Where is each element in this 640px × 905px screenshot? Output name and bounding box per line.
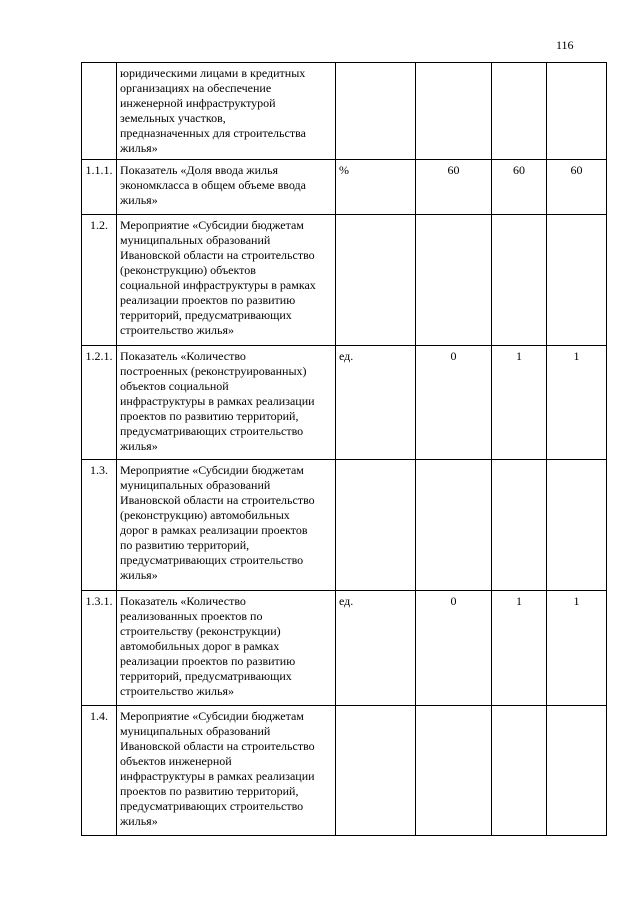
table-row bbox=[82, 706, 607, 836]
table-row bbox=[82, 591, 607, 706]
table-row bbox=[82, 346, 607, 460]
table-row bbox=[82, 215, 607, 346]
row-value-1: 0 bbox=[416, 346, 492, 460]
indicators-table bbox=[81, 62, 607, 836]
page-number: 116 bbox=[556, 38, 574, 52]
row-number: 1.4. bbox=[82, 706, 117, 836]
row-description: Показатель «Количество реализованных проектов по строительству (реконструкции) автомобильных дорог в рамках реализации проектов по развитию территорий, предусматривающих строительство жилья» bbox=[117, 591, 336, 706]
row-value-1 bbox=[416, 706, 492, 836]
row-value-1 bbox=[416, 460, 492, 591]
row-value-3: 60 bbox=[547, 160, 607, 215]
row-description: Показатель «Доля ввода жилья экономкласса в общем объеме ввода жилья» bbox=[117, 160, 336, 215]
table-row bbox=[82, 460, 607, 591]
row-value-2 bbox=[492, 63, 547, 160]
row-unit: ед. bbox=[336, 346, 416, 460]
row-unit: ед. bbox=[336, 591, 416, 706]
row-value-3 bbox=[547, 215, 607, 346]
row-number: 1.3.1. bbox=[82, 591, 117, 706]
row-value-3: 1 bbox=[547, 346, 607, 460]
row-value-2 bbox=[492, 215, 547, 346]
row-description: Мероприятие «Субсидии бюджетам муниципальных образований Ивановской области на строительство объектов инженерной инфраструктуры в рамках реализации проектов по развитию территорий, предусматривающих строительство жилья» bbox=[117, 706, 336, 836]
row-description: Показатель «Количество построенных (реконструированных) объектов социальной инфраструктуры в рамках реализации проектов по развитию территорий, предусматривающих строительство жилья» bbox=[117, 346, 336, 460]
row-unit bbox=[336, 215, 416, 346]
row-value-3 bbox=[547, 63, 607, 160]
row-value-2: 1 bbox=[492, 346, 547, 460]
row-value-1 bbox=[416, 215, 492, 346]
row-unit bbox=[336, 460, 416, 591]
row-value-1: 60 bbox=[416, 160, 492, 215]
row-value-1: 0 bbox=[416, 591, 492, 706]
row-value-3 bbox=[547, 706, 607, 836]
row-unit: % bbox=[336, 160, 416, 215]
row-number: 1.2. bbox=[82, 215, 117, 346]
row-unit bbox=[336, 706, 416, 836]
row-value-3: 1 bbox=[547, 591, 607, 706]
row-description: Мероприятие «Субсидии бюджетам муниципальных образований Ивановской области на строительство (реконструкцию) объектов социальной инфраструктуры в рамках реализации проектов по развитию территорий, предусматривающих строительство жилья» bbox=[117, 215, 336, 346]
row-number: 1.2.1. bbox=[82, 346, 117, 460]
table-row bbox=[82, 160, 607, 215]
table-row bbox=[82, 63, 607, 160]
row-value-2: 60 bbox=[492, 160, 547, 215]
row-description: юридическими лицами в кредитных организациях на обеспечение инженерной инфраструктурой земельных участков, предназначенных для строительства жилья» bbox=[117, 63, 336, 160]
row-value-1 bbox=[416, 63, 492, 160]
row-value-2 bbox=[492, 460, 547, 591]
row-value-2: 1 bbox=[492, 591, 547, 706]
row-value-2 bbox=[492, 706, 547, 836]
row-number: 1.3. bbox=[82, 460, 117, 591]
row-number: 1.1.1. bbox=[82, 160, 117, 215]
row-description: Мероприятие «Субсидии бюджетам муниципальных образований Ивановской области на строительство (реконструкцию) автомобильных дорог в рамках реализации проектов по развитию территорий, предусматривающих строительство жилья» bbox=[117, 460, 336, 591]
row-number bbox=[82, 63, 117, 160]
row-value-3 bbox=[547, 460, 607, 591]
row-unit bbox=[336, 63, 416, 160]
